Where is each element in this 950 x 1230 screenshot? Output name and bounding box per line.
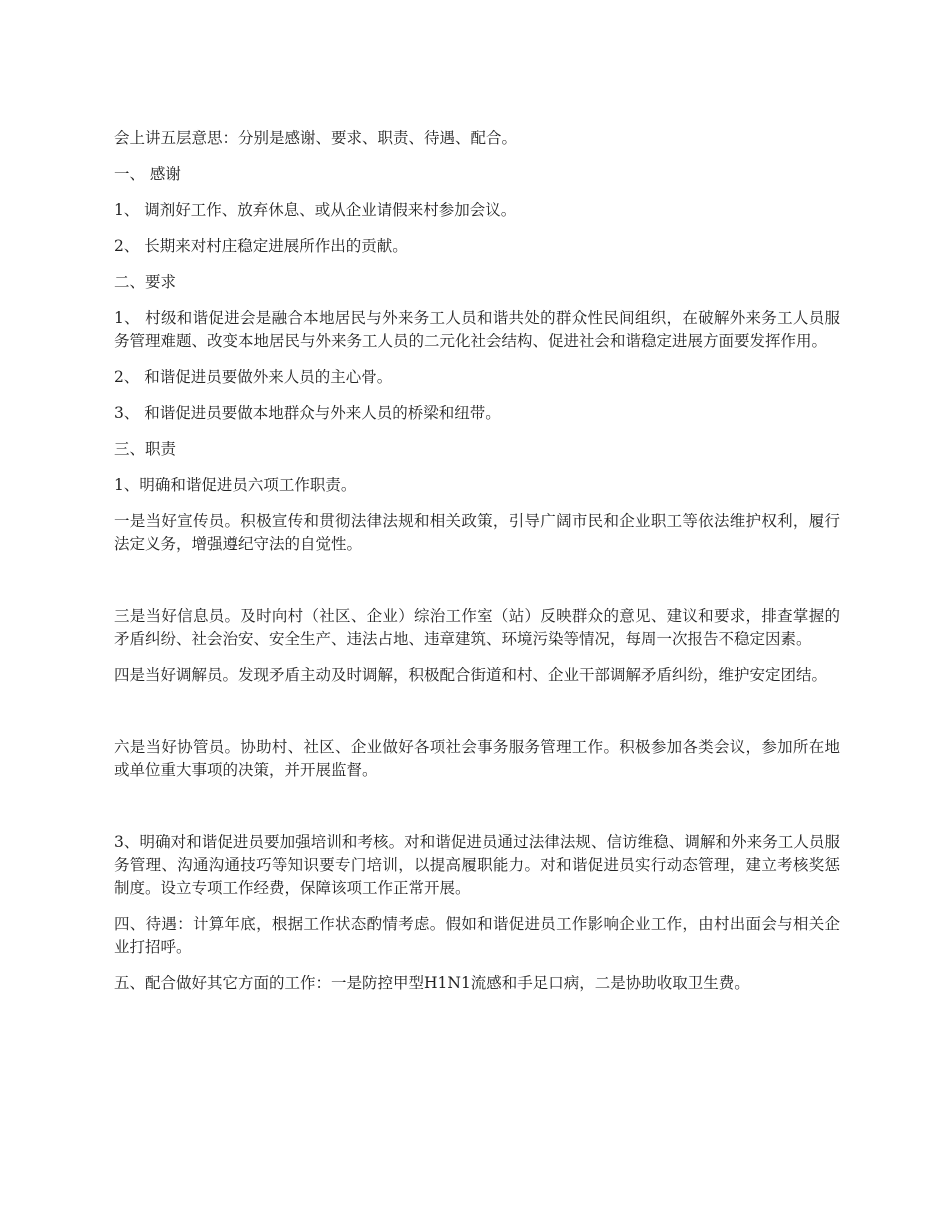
section-heading-requirements: 二、要求 — [114, 273, 177, 291]
paragraph-gap — [114, 795, 840, 831]
list-item: 1、明确和谐促进员六项工作职责。 — [114, 476, 357, 494]
section-heading-duties: 三、职责 — [114, 440, 177, 458]
intro-paragraph: 会上讲五层意思：分别是感谢、要求、职责、待遇、配合。 — [114, 129, 518, 147]
section-heading-thanks: 一、 感谢 — [114, 165, 181, 183]
list-item: 3、明确对和谐促进员要加强培训和考核。对和谐促进员通过法律法规、信访维稳、调解和外来务工人员服务管理、沟通沟通技巧等知识要专门培训，以提高履职能力。对和谐促进员实行动态管理，建立考核奖惩制度。设立专项工作经费，保障该项工作正常开展。 — [114, 833, 840, 897]
duty-paragraph: 一是当好宣传员。积极宣传和贯彻法律法规和相关政策，引导广阔市民和企业职工等依法维护权利，履行法定义务，增强遵纪守法的自觉性。 — [114, 512, 840, 553]
section-heading-treatment: 四、待遇：计算年底，根据工作状态酌情考虑。假如和谐促进员工作影响企业工作，由村出面会与相关企业打招呼。 — [114, 915, 840, 956]
list-item: 3、 和谐促进员要做本地群众与外来人员的桥梁和纽带。 — [114, 404, 501, 422]
paragraph-gap — [114, 569, 840, 605]
duty-paragraph: 三是当好信息员。及时向村（社区、企业）综治工作室（站）反映群众的意见、建议和要求，排查掌握的矛盾纠纷、社会治安、安全生产、违法占地、违章建筑、环境污染等情况，每周一次报告不稳定因素。 — [114, 607, 840, 648]
paragraph-gap — [114, 700, 840, 736]
duty-paragraph: 六是当好协管员。协助村、社区、企业做好各项社会事务服务管理工作。积极参加各类会议，参加所在地或单位重大事项的决策，并开展监督。 — [114, 738, 840, 779]
list-item: 1、 村级和谐促进会是融合本地居民与外来务工人员和谐共处的群众性民间组织，在破解外来务工人员服务管理难题、改变本地居民与外来务工人员的二元化社会结构、促进社会和谐稳定进展方面要发挥作用。 — [114, 309, 840, 350]
list-item: 2、 和谐促进员要做外来人员的主心骨。 — [114, 368, 393, 386]
list-item: 1、 调剂好工作、放弃休息、或从企业请假来村参加会议。 — [114, 201, 517, 219]
section-heading-cooperation: 五、配合做好其它方面的工作：一是防控甲型H1N1流感和手足口病，二是协助收取卫生费。 — [114, 974, 750, 992]
document-body — [114, 127, 840, 1008]
duty-paragraph: 四是当好调解员。发现矛盾主动及时调解，积极配合街道和村、企业干部调解矛盾纠纷，维护安定团结。 — [114, 666, 828, 684]
list-item: 2、 长期来对村庄稳定进展所作出的贡献。 — [114, 237, 408, 255]
